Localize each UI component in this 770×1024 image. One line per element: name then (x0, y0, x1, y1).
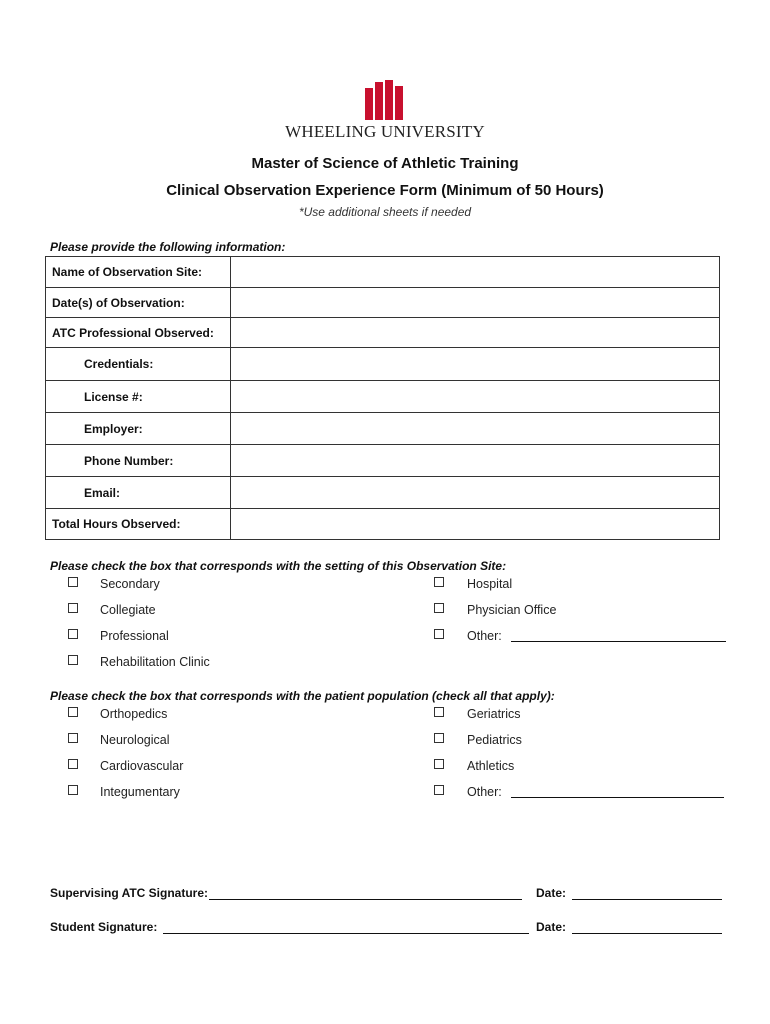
orthopedics-checkbox[interactable] (68, 707, 78, 717)
supervisor-date-line[interactable] (572, 899, 722, 900)
license-field[interactable] (231, 381, 720, 413)
integumentary-checkbox[interactable] (68, 785, 78, 795)
table-row (46, 288, 720, 318)
hospital-checkbox[interactable] (434, 577, 444, 587)
university-name: WHEELING UNIVERSITY (285, 122, 485, 141)
setting-prompt: Please check the box that corresponds with the setting of this Observation Site: (50, 559, 507, 573)
professional-checkbox[interactable] (68, 629, 78, 639)
option-label: Collegiate (100, 603, 156, 617)
option-label: Physician Office (467, 603, 557, 617)
row-label: Total Hours Observed: (46, 509, 231, 540)
student-signature-label: Student Signature: (50, 920, 158, 934)
option-label: Hospital (467, 577, 513, 591)
total-hours-field[interactable] (231, 509, 720, 540)
info-prompt: Please provide the following information: (50, 240, 286, 254)
athletics-checkbox[interactable] (434, 759, 444, 769)
row-label: Phone Number: (46, 445, 231, 477)
atc-professional-field[interactable] (231, 318, 720, 348)
email-field[interactable] (231, 477, 720, 509)
supervisor-date-label: Date: (536, 886, 567, 900)
option-label: Geriatrics (467, 707, 521, 721)
option-label: Athletics (467, 759, 515, 773)
employer-field[interactable] (231, 413, 720, 445)
dates-field[interactable] (231, 288, 720, 318)
option-label: Neurological (100, 733, 170, 747)
option-label: Orthopedics (100, 707, 168, 721)
additional-sheets-note: *Use additional sheets if needed (298, 205, 472, 219)
neurological-checkbox[interactable] (68, 733, 78, 743)
table-row (46, 381, 720, 413)
option-label: Professional (100, 629, 169, 643)
table-row (46, 477, 720, 509)
row-label: Employer: (46, 413, 231, 445)
option-label: Other: (467, 785, 502, 799)
student-date-line[interactable] (572, 933, 722, 934)
row-label: License #: (46, 381, 231, 413)
population-other-checkbox[interactable] (434, 785, 444, 795)
cardiovascular-checkbox[interactable] (68, 759, 78, 769)
row-label: Date(s) of Observation: (46, 288, 231, 318)
table-row (46, 348, 720, 381)
row-label: Name of Observation Site: (46, 257, 231, 288)
setting-other-line[interactable] (511, 641, 726, 642)
supervisor-signature-label: Supervising ATC Signature: (50, 886, 209, 900)
site-name-field[interactable] (231, 257, 720, 288)
option-label: Integumentary (100, 785, 180, 799)
rehabilitation-clinic-checkbox[interactable] (68, 655, 78, 665)
pediatrics-checkbox[interactable] (434, 733, 444, 743)
option-label: Rehabilitation Clinic (100, 655, 210, 669)
student-date-label: Date: (536, 920, 567, 934)
form-title: Master of Science of Athletic Training (251, 155, 519, 172)
table-row (46, 413, 720, 445)
geriatrics-checkbox[interactable] (434, 707, 444, 717)
option-label: Cardiovascular (100, 759, 184, 773)
physician-office-checkbox[interactable] (434, 603, 444, 613)
phone-field[interactable] (231, 445, 720, 477)
table-row (46, 257, 720, 288)
credentials-field[interactable] (231, 348, 720, 381)
table-row (46, 509, 720, 540)
table-row (46, 445, 720, 477)
secondary-checkbox[interactable] (68, 577, 78, 587)
setting-other-checkbox[interactable] (434, 629, 444, 639)
supervisor-signature-line[interactable] (209, 899, 522, 900)
row-label: Email: (46, 477, 231, 509)
student-signature-line[interactable] (163, 933, 529, 934)
row-label: ATC Professional Observed: (46, 318, 231, 348)
table-row (46, 318, 720, 348)
option-label: Secondary (100, 577, 160, 591)
option-label: Other: (467, 629, 502, 643)
info-table (45, 256, 720, 540)
wheeling-university-logo (365, 80, 403, 120)
option-label: Pediatrics (467, 733, 522, 747)
population-prompt: Please check the box that corresponds with the patient population (check all that apply): (50, 689, 555, 703)
row-label: Credentials: (46, 348, 231, 381)
collegiate-checkbox[interactable] (68, 603, 78, 613)
population-other-line[interactable] (511, 797, 724, 798)
form-subtitle: Clinical Observation Experience Form (Minimum of 50 Hours) (166, 182, 604, 199)
